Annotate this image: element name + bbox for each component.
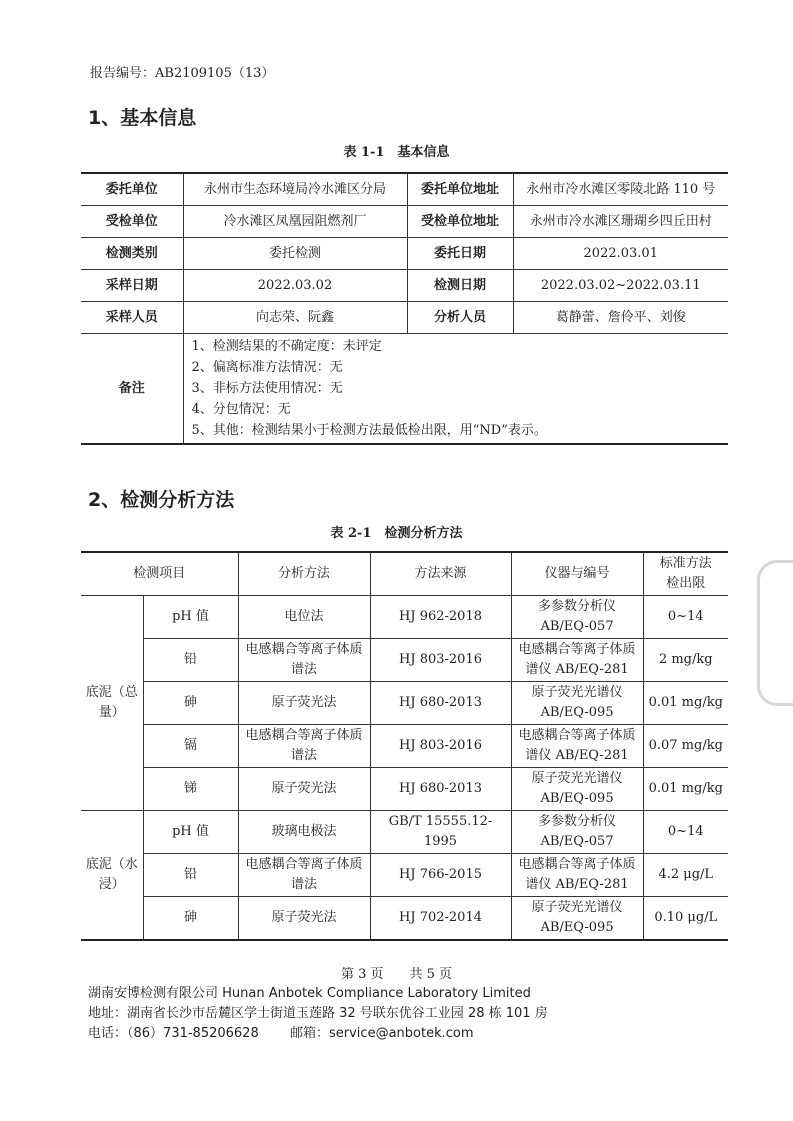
method-row — [81, 768, 728, 811]
field-label: 委托单位地址 — [407, 173, 513, 206]
method-source: GB/T 15555.12-1995 — [370, 811, 511, 854]
detection-limit: 0~14 — [643, 596, 728, 639]
method-source: HJ 766-2015 — [370, 854, 511, 897]
detection-limit: 0.01 mg/kg — [643, 768, 728, 811]
field-value: 2022.03.02~2022.03.11 — [513, 270, 728, 302]
remark-item: 5、其他：检测结果小于检测方法最低检出限，用“ND”表示。 — [191, 423, 547, 438]
remark-item: 4、分包情况：无 — [191, 402, 291, 417]
method-source: HJ 803-2016 — [370, 639, 511, 682]
analysis-method-table — [81, 551, 728, 941]
field-value: 永州市生态环境局冷水滩区分局 — [183, 173, 407, 206]
remark-item: 1、检测结果的不确定度：未评定 — [191, 339, 382, 354]
info-row — [81, 206, 728, 238]
method-source: HJ 680-2013 — [370, 768, 511, 811]
header-cell: 标准方法检出限 — [643, 552, 728, 596]
detection-limit: 0.07 mg/kg — [643, 725, 728, 768]
header-cell: 方法来源 — [370, 552, 511, 596]
remarks-row — [81, 334, 728, 445]
test-item: 砷 — [143, 897, 238, 941]
info-row — [81, 302, 728, 334]
field-label: 采样日期 — [81, 270, 183, 302]
method-row — [81, 897, 728, 941]
remarks-label: 备注 — [81, 334, 183, 445]
test-item: 锑 — [143, 768, 238, 811]
analysis-method: 玻璃电极法 — [238, 811, 370, 854]
detection-limit: 2 mg/kg — [643, 639, 728, 682]
remark-item: 3、非标方法使用情况：无 — [191, 381, 343, 396]
method-row — [81, 811, 728, 854]
analysis-method: 电感耦合等离子体质谱法 — [238, 639, 370, 682]
header-row — [81, 552, 728, 596]
header-cell: 分析方法 — [238, 552, 370, 596]
field-value: 冷水滩区凤凰园阻燃剂厂 — [183, 206, 407, 238]
instrument: 电感耦合等离子体质谱仪 AB/EQ-281 — [511, 639, 643, 682]
header-cell: 检测项目 — [81, 552, 238, 596]
seal-stamp-fragment — [757, 560, 793, 706]
instrument: 电感耦合等离子体质谱仪 AB/EQ-281 — [511, 854, 643, 897]
test-item: 砷 — [143, 682, 238, 725]
method-source: HJ 680-2013 — [370, 682, 511, 725]
field-value: 向志荣、阮鑫 — [183, 302, 407, 334]
company-name: 湖南安博检测有限公司 Hunan Anbotek Compliance Laboratory Limited — [88, 986, 531, 1001]
field-value: 永州市冷水滩区珊瑚乡四丘田村 — [513, 206, 728, 238]
info-row — [81, 270, 728, 302]
field-label: 受检单位 — [81, 206, 183, 238]
sample-group: 底泥（水浸） — [81, 811, 143, 941]
sample-group: 底泥（总量） — [81, 596, 143, 811]
table1-caption: 表 1-1 基本信息 — [343, 145, 450, 160]
instrument: 原子荧光光谱仪 AB/EQ-095 — [511, 682, 643, 725]
field-label: 检测类别 — [81, 238, 183, 270]
report-number: 报告编号：AB2109105（13） — [90, 66, 275, 81]
method-source: HJ 702-2014 — [370, 897, 511, 941]
detection-limit: 0.01 mg/kg — [643, 682, 728, 725]
instrument: 多参数分析仪 AB/EQ-057 — [511, 596, 643, 639]
field-value: 2022.03.01 — [513, 238, 728, 270]
method-row — [81, 682, 728, 725]
remark-item: 2、偏离标准方法情况：无 — [191, 360, 343, 375]
detection-limit: 4.2 μg/L — [643, 854, 728, 897]
test-item: 铅 — [143, 854, 238, 897]
analysis-method: 原子荧光法 — [238, 768, 370, 811]
field-label: 委托单位 — [81, 173, 183, 206]
field-label: 受检单位地址 — [407, 206, 513, 238]
field-value: 委托检测 — [183, 238, 407, 270]
method-source: HJ 803-2016 — [370, 725, 511, 768]
field-label: 委托日期 — [407, 238, 513, 270]
test-item: 镉 — [143, 725, 238, 768]
company-address: 地址：湖南省长沙市岳麓区学士街道玉莲路 32 号联东优谷工业园 28 栋 101 房 — [88, 1006, 548, 1021]
instrument: 原子荧光光谱仪 AB/EQ-095 — [511, 768, 643, 811]
remarks-content — [183, 334, 728, 445]
info-row — [81, 238, 728, 270]
method-source: HJ 962-2018 — [370, 596, 511, 639]
method-row — [81, 725, 728, 768]
field-label: 分析人员 — [407, 302, 513, 334]
field-value: 2022.03.02 — [183, 270, 407, 302]
method-row — [81, 639, 728, 682]
analysis-method: 电位法 — [238, 596, 370, 639]
instrument: 多参数分析仪 AB/EQ-057 — [511, 811, 643, 854]
instrument: 电感耦合等离子体质谱仪 AB/EQ-281 — [511, 725, 643, 768]
page-number: 第 3 页 共 5 页 — [340, 967, 453, 982]
analysis-method: 原子荧光法 — [238, 897, 370, 941]
header-cell: 仪器与编号 — [511, 552, 643, 596]
basic-info-table — [81, 172, 728, 445]
detection-limit: 0~14 — [643, 811, 728, 854]
test-item: pH 值 — [143, 596, 238, 639]
section2-title: 2、检测分析方法 — [88, 489, 235, 511]
table2-caption: 表 2-1 检测分析方法 — [330, 526, 463, 541]
instrument: 原子荧光光谱仪 AB/EQ-095 — [511, 897, 643, 941]
test-item: 铅 — [143, 639, 238, 682]
company-phone: 电话：（86）731-85206628 — [88, 1026, 259, 1041]
analysis-method: 电感耦合等离子体质谱法 — [238, 854, 370, 897]
field-value: 葛静蕾、詹伶平、刘俊 — [513, 302, 728, 334]
method-row — [81, 596, 728, 639]
analysis-method: 原子荧光法 — [238, 682, 370, 725]
analysis-method: 电感耦合等离子体质谱法 — [238, 725, 370, 768]
company-email: 邮箱：service@anbotek.com — [290, 1026, 474, 1041]
field-label: 检测日期 — [407, 270, 513, 302]
test-item: pH 值 — [143, 811, 238, 854]
detection-limit: 0.10 μg/L — [643, 897, 728, 941]
field-value: 永州市冷水滩区零陵北路 110 号 — [513, 173, 728, 206]
section1-title: 1、基本信息 — [88, 107, 197, 129]
method-row — [81, 854, 728, 897]
field-label: 采样人员 — [81, 302, 183, 334]
info-row — [81, 173, 728, 206]
